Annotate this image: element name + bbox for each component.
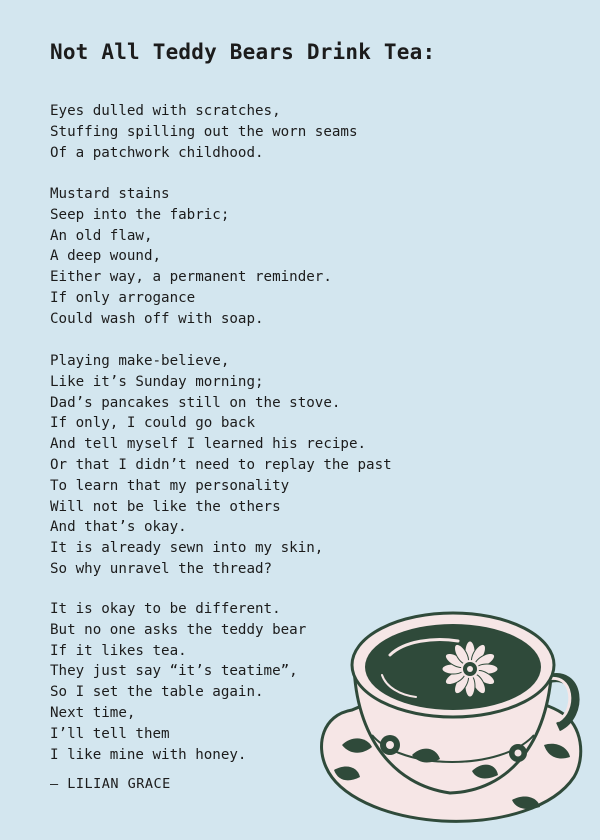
poem-line: Playing make-believe, <box>50 353 230 369</box>
poem-line: If only arrogance <box>50 289 196 306</box>
stanza-1 <box>50 101 358 163</box>
poem-line: If only, I could go back <box>50 415 255 432</box>
poem-line: It is already sewn into my skin, <box>50 540 324 557</box>
poem-line: But no one asks the teddy bear <box>50 621 307 638</box>
poem-author: – LILIAN GRACE <box>50 776 171 792</box>
poem-line: It is okay to be different. <box>50 601 281 617</box>
poem-line: Will not be like the others <box>50 498 281 515</box>
stanza-4 <box>50 599 306 765</box>
poem-line: So why unravel the thread? <box>50 560 273 577</box>
stanza-2 <box>50 184 332 330</box>
poem-line: An old flaw, <box>50 227 153 244</box>
poem-line: Eyes dulled with scratches, <box>50 103 281 119</box>
poem-line: Stuffing spilling out the worn seams <box>50 123 358 140</box>
poem-line: Next time, <box>50 704 136 721</box>
poem-line: And tell myself I learned his recipe. <box>50 436 367 453</box>
poem-line: Mustard stains <box>50 186 170 202</box>
poem-line: Dad’s pancakes still on the stove. <box>50 394 341 411</box>
poem-line: Either way, a permanent reminder. <box>50 269 332 286</box>
poem-line: If it likes tea. <box>50 642 187 659</box>
poem-line: Or that I didn’t need to replay the past <box>50 456 392 473</box>
poem-line: They just say “it’s teatime”, <box>50 663 298 680</box>
teacup-with-daisy-icon <box>312 595 587 825</box>
poem-line: And that’s okay. <box>50 519 187 536</box>
poem-line: So I set the table again. <box>50 684 264 701</box>
poem-line: Of a patchwork childhood. <box>50 144 264 161</box>
poem-line: To learn that my personality <box>50 477 290 494</box>
stanza-3 <box>50 351 392 580</box>
poem-line: I’ll tell them <box>50 725 170 742</box>
poem-line: Like it’s Sunday morning; <box>50 373 264 390</box>
poem-line: Seep into the fabric; <box>50 206 230 223</box>
poem-line: Could wash off with soap. <box>50 310 264 327</box>
poem-title: Not All Teddy Bears Drink Tea: <box>50 40 436 64</box>
poem-line: A deep wound, <box>50 248 162 265</box>
poem-line: I like mine with honey. <box>50 746 247 763</box>
